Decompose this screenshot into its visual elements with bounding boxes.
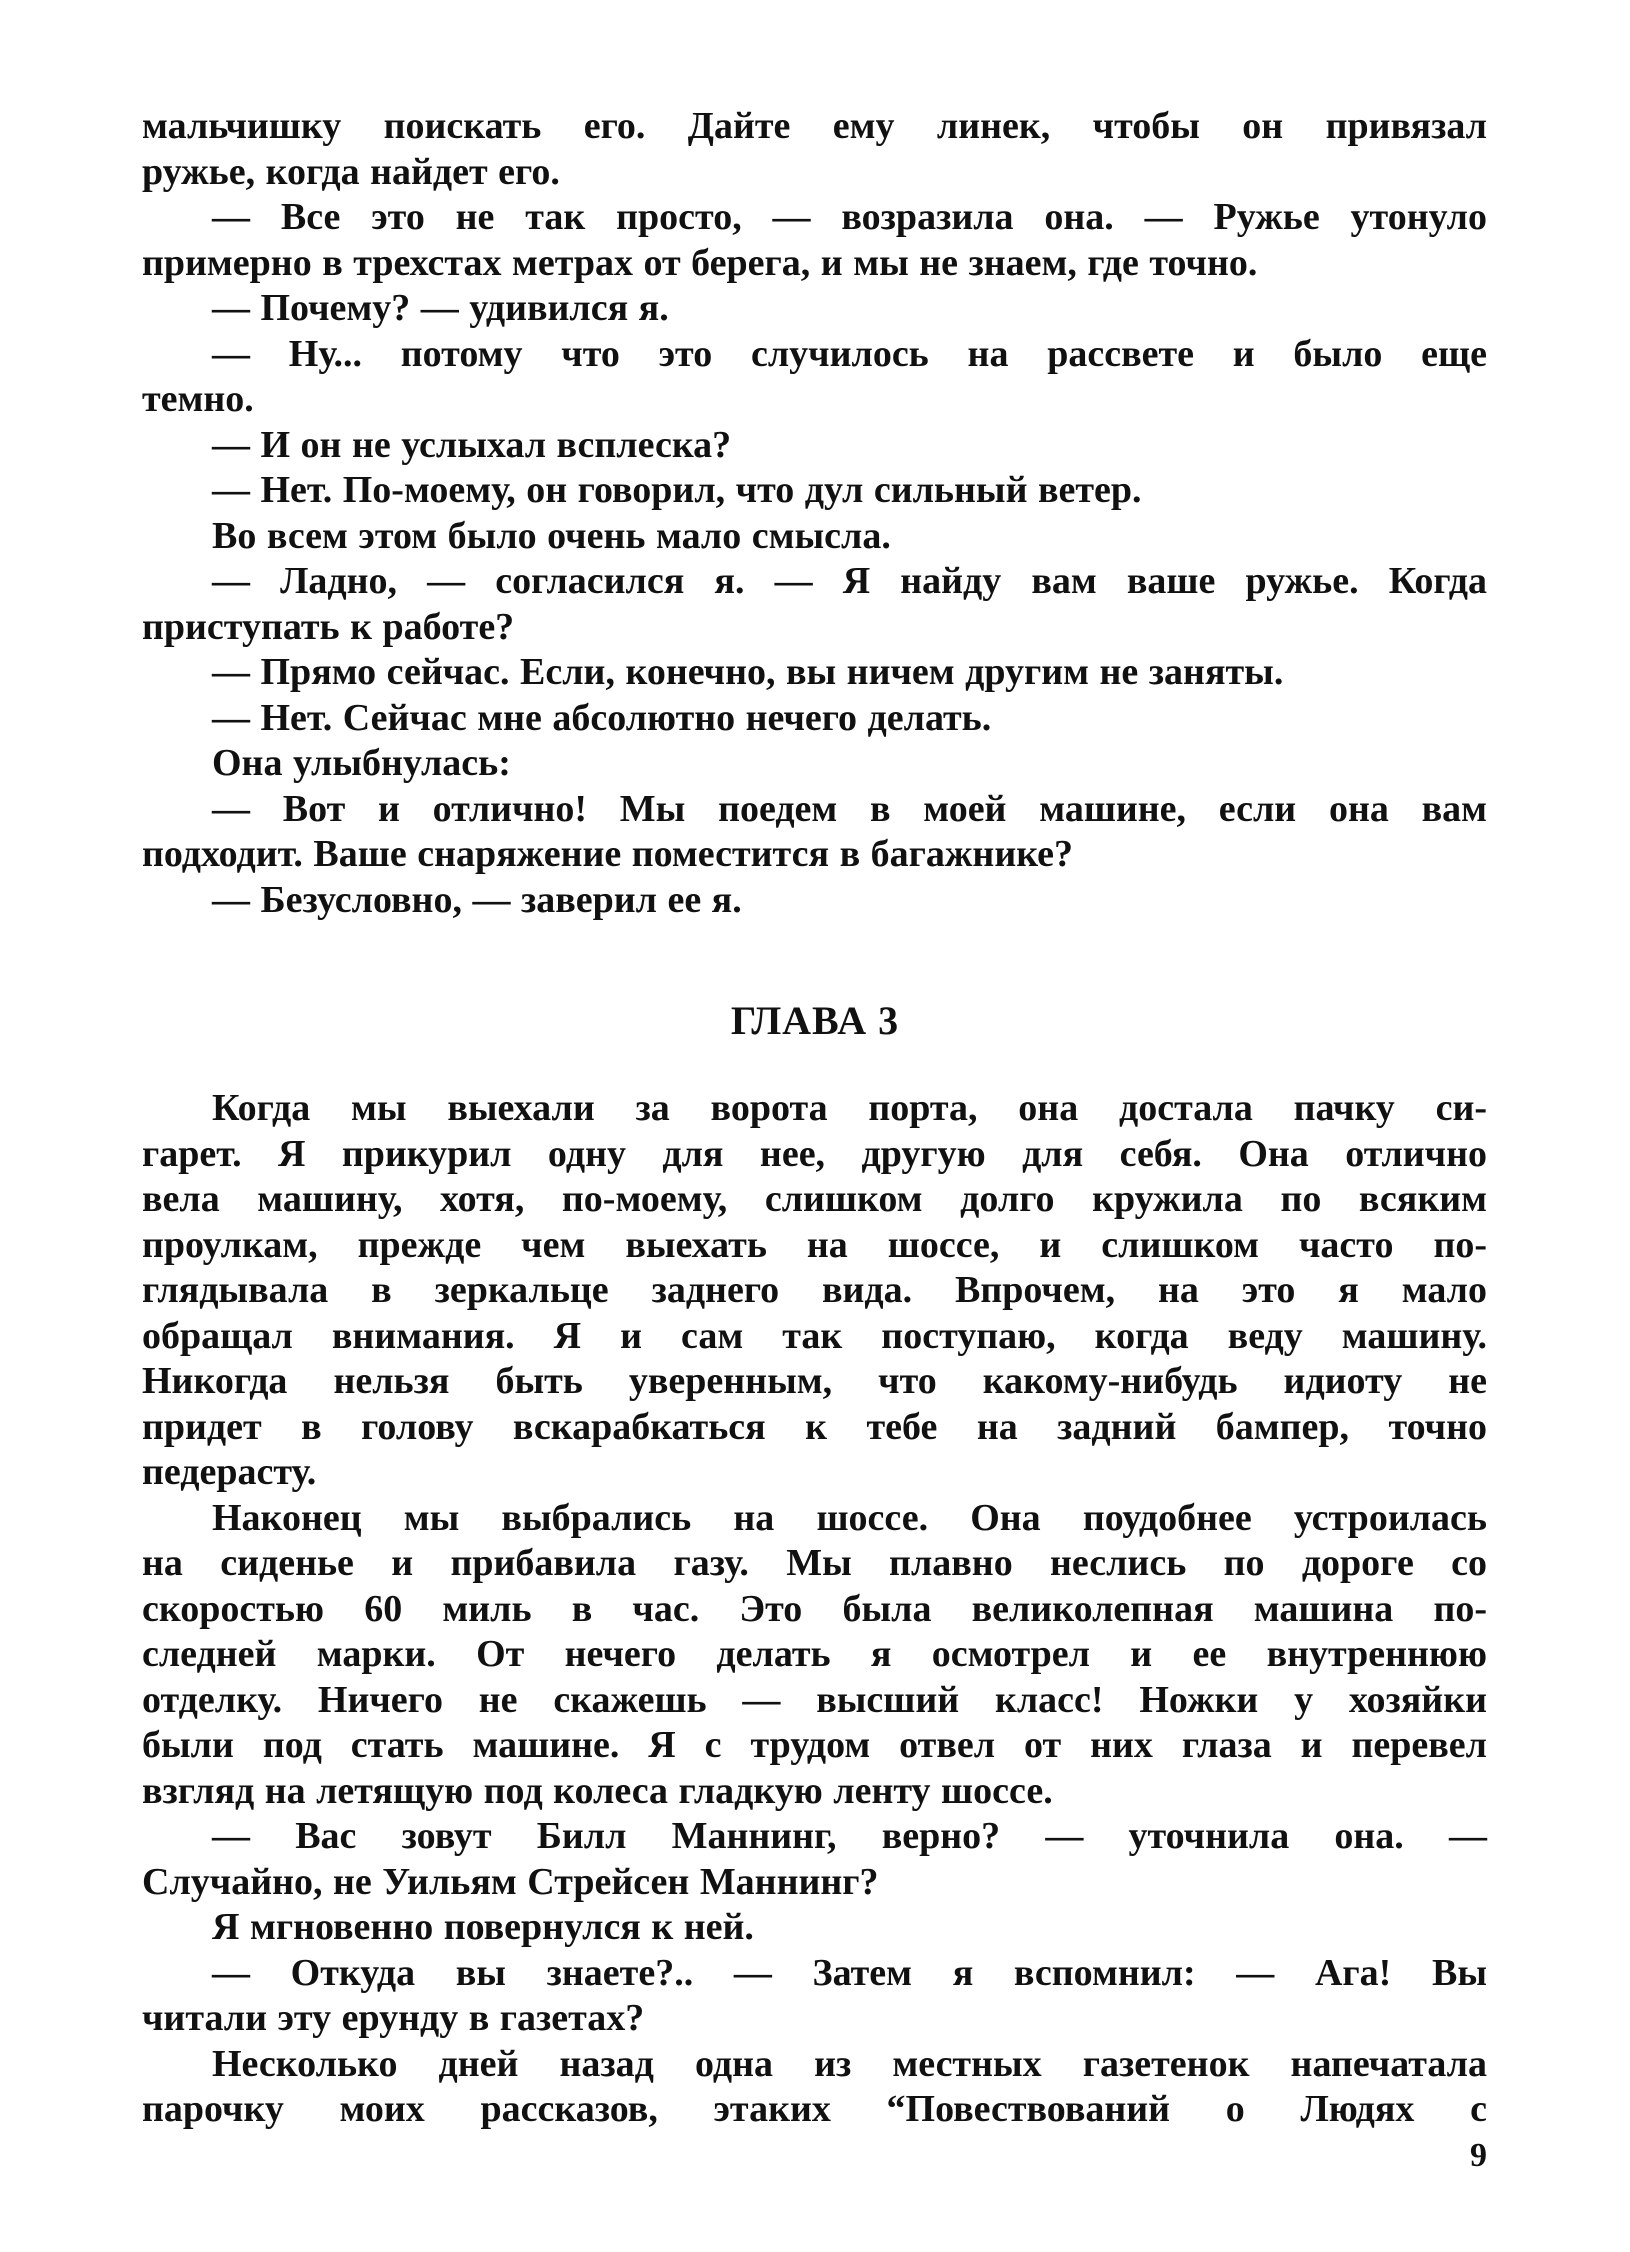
text-line: были под стать машине. Я с трудом отвел от них глаза и перевел (142, 1724, 1487, 1766)
chapter-title: ГЛАВА 3 (730, 998, 900, 1043)
text-line: гарет. Я прикурил одну для нее, другую для себя. Она отлично (142, 1132, 1487, 1175)
text-line: глядывала в зеркальце заднего вида. Впрочем, на это я мало (142, 1269, 1487, 1311)
text-line: — Все это не так просто, — возразила она. — Ружье утонуло (212, 196, 1487, 238)
text-line: — Вот и отлично! Мы поедем в моей машине, если она вам (212, 787, 1487, 830)
text-line: Когда мы выехали за ворота порта, она достала пачку си- (212, 1087, 1487, 1129)
text-line: — Безусловно, — заверил ее я. (212, 878, 742, 921)
text-line: подходит. Ваше снаряжение поместится в багажнике? (142, 833, 1074, 875)
text-line: проулкам, прежде чем выехать на шоссе, и слишком часто по- (142, 1223, 1487, 1266)
text-line: Во всем этом было очень мало смысла. (212, 514, 891, 557)
text-line: обращал внимания. Я и сам так поступаю, когда веду машину. (142, 1314, 1487, 1357)
text-line: — Прямо сейчас. Если, конечно, вы ничем другим не заняты. (212, 651, 1284, 693)
text-line: отделку. Ничего не скажешь — высший класс! Ножки у хозяйки (142, 1678, 1487, 1721)
text-line: Случайно, не Уильям Стрейсен Маннинг? (142, 1860, 879, 1903)
text-line: — Ладно, — согласился я. — Я найду вам ваше ружье. Когда (212, 560, 1487, 602)
text-line: темно. (142, 378, 254, 420)
text-line: следней марки. От нечего делать я осмотрел и ее внутреннюю (142, 1633, 1487, 1675)
text-line: ружье, когда найдет его. (142, 150, 560, 193)
text-line: Несколько дней назад одна из местных газетенок напечатала (212, 2042, 1487, 2085)
text-line: Наконец мы выбрались на шоссе. Она поудобнее устроилась (212, 1496, 1487, 1539)
text-line: педерасту. (142, 1451, 317, 1493)
text-line: мальчишку поискать его. Дайте ему линек, чтобы он привязал (142, 105, 1487, 147)
text-line: Никогда нельзя быть уверенным, что какому-нибудь идиоту не (142, 1360, 1487, 1402)
text-line: придет в голову вскарабкаться к тебе на задний бампер, точно (142, 1405, 1487, 1448)
chapter-text-block (142, 1086, 1487, 2133)
text-line: скоростью 60 миль в час. Это была великолепная машина по- (142, 1587, 1487, 1630)
text-line: читали эту ерунду в газетах? (142, 1997, 645, 2039)
text-line: примерно в трехстах метрах от берега, и мы не знаем, где точно. (142, 241, 1258, 284)
page-number: 9 (1470, 2137, 1487, 2174)
top-text-block (142, 104, 1487, 923)
text-line: на сиденье и прибавила газу. Мы плавно неслись по дороге со (142, 1542, 1487, 1584)
text-line: — Нет. По-моему, он говорил, что дул сильный ветер. (212, 469, 1142, 511)
text-line: парочку моих рассказов, этаких “Повествований о Людях с (142, 2088, 1487, 2130)
text-line: приступать к работе? (142, 605, 515, 648)
text-line: — Ну... потому что это случилось на рассвете и было еще (212, 332, 1487, 375)
text-line: — Откуда вы знаете?.. — Затем я вспомнил: — Ага! Вы (212, 1951, 1487, 1994)
text-line: вела машину, хотя, по-моему, слишком долго кружила по всяким (142, 1178, 1487, 1220)
text-line: — Нет. Сейчас мне абсолютно нечего делать. (212, 696, 992, 739)
text-line: Она улыбнулась: (212, 742, 511, 784)
text-line: — И он не услыхал всплеска? (212, 423, 732, 466)
text-line: — Почему? — удивился я. (212, 287, 669, 329)
text-line: Я мгновенно повернулся к ней. (212, 1906, 754, 1948)
text-line: взгляд на летящую под колеса гладкую ленту шоссе. (142, 1769, 1053, 1812)
text-line: — Вас зовут Билл Маннинг, верно? — уточнила она. — (212, 1815, 1487, 1857)
